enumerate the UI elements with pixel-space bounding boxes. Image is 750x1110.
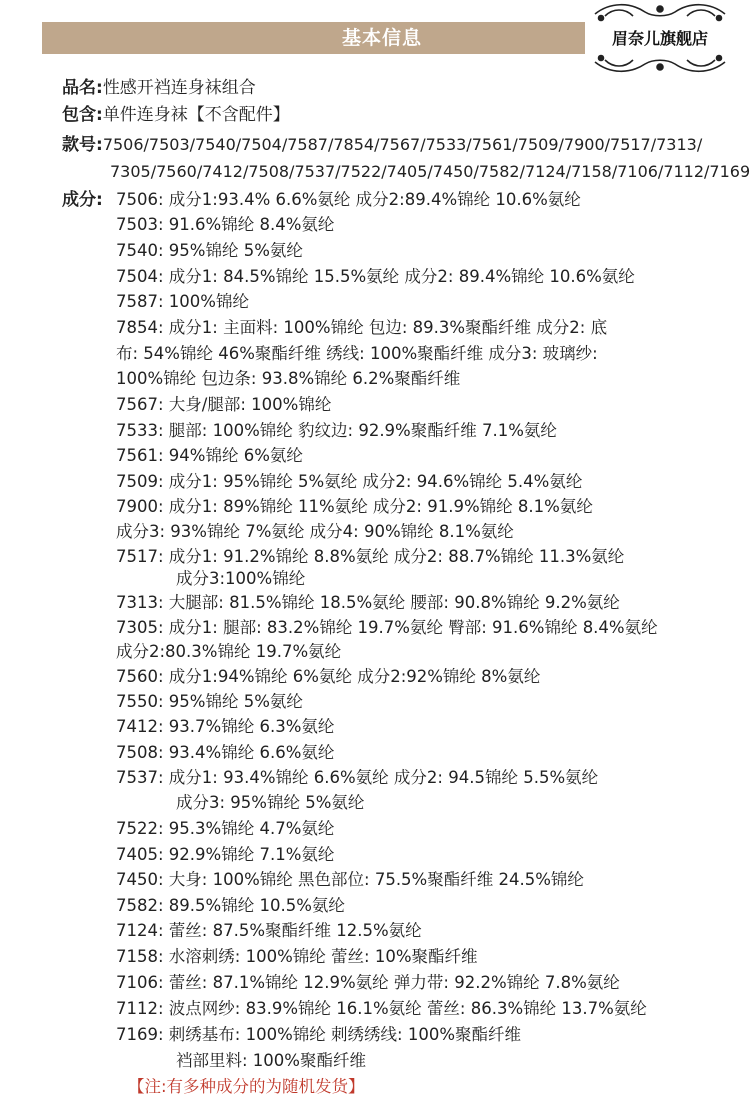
models-row bbox=[62, 134, 702, 156]
composition-line: 成分2:80.3%锦纶 19.7%氨纶 bbox=[116, 642, 342, 661]
composition-line: 100%锦纶 包边条: 93.8%锦纶 6.2%聚酯纤维 bbox=[116, 369, 461, 388]
composition-line: 7522: 95.3%锦纶 4.7%氨纶 bbox=[116, 819, 335, 838]
contains-value: 单件连身袜【不含配件】 bbox=[102, 105, 290, 125]
composition-line: 7112: 波点网纱: 83.9%锦纶 16.1%氨纶 蕾丝: 86.3%锦纶 13.7%氨纶 bbox=[116, 999, 647, 1018]
models-line-1: 7506/7503/7540/7504/7587/7854/7567/7533/7561/7509/7900/7517/7313/ bbox=[102, 135, 703, 154]
composition-line: 7450: 大身: 100%锦纶 黑色部位: 75.5%聚酯纤维 24.5%锦纶 bbox=[116, 870, 584, 889]
models-label: 款号: bbox=[62, 135, 103, 155]
composition-line: 7504: 成分1: 84.5%锦纶 15.5%氨纶 成分2: 89.4%锦纶 10.6%氨纶 bbox=[116, 267, 635, 286]
composition-line: 7412: 93.7%锦纶 6.3%氨纶 bbox=[116, 717, 335, 736]
composition-line: 7509: 成分1: 95%锦纶 5%氨纶 成分2: 94.6%锦纶 5.4%氨纶 bbox=[116, 472, 583, 491]
composition-line: 裆部里料: 100%聚酯纤维 bbox=[176, 1051, 366, 1070]
composition-line: 7508: 93.4%锦纶 6.6%氨纶 bbox=[116, 743, 335, 762]
composition-line: 7560: 成分1:94%锦纶 6%氨纶 成分2:92%锦纶 8%氨纶 bbox=[116, 667, 541, 686]
composition-line: 7550: 95%锦纶 5%氨纶 bbox=[116, 692, 303, 711]
composition-line: 7305: 成分1: 腿部: 83.2%锦纶 19.7%氨纶 臀部: 91.6%锦纶 8.4%氨纶 bbox=[116, 618, 658, 637]
composition-line: 7124: 蕾丝: 87.5%聚酯纤维 12.5%氨纶 bbox=[116, 921, 422, 940]
composition-line: 7537: 成分1: 93.4%锦纶 6.6%氨纶 成分2: 94.5锦纶 5.5%氨纶 bbox=[116, 768, 599, 787]
composition-line: 7854: 成分1: 主面料: 100%锦纶 包边: 89.3%聚酯纤维 成分2: 底 bbox=[116, 318, 608, 337]
composition-line: 7561: 94%锦纶 6%氨纶 bbox=[116, 446, 303, 465]
section-title: 基本信息 bbox=[341, 27, 422, 49]
composition-line: 7405: 92.9%锦纶 7.1%氨纶 bbox=[116, 845, 335, 864]
composition-line: 7106: 蕾丝: 87.1%锦纶 12.9%氨纶 弹力带: 92.2%锦纶 7.8%氨纶 bbox=[116, 973, 620, 992]
composition-line: 成分3: 93%锦纶 7%氨纶 成分4: 90%锦纶 8.1%氨纶 bbox=[116, 522, 514, 541]
shipping-note: 【注:有多种成分的为随机发货】 bbox=[128, 1077, 365, 1096]
product-name-value: 性感开裆连身袜组合 bbox=[102, 78, 256, 98]
composition-line: 7158: 水溶刺绣: 100%锦纶 蕾丝: 10%聚酯纤维 bbox=[116, 947, 478, 966]
brand-name: 眉奈儿旗舰店 bbox=[611, 29, 708, 48]
composition-line: 布: 54%锦纶 46%聚酯纤维 绣线: 100%聚酯纤维 成分3: 玻璃纱: bbox=[116, 344, 598, 363]
composition-line: 7313: 大腿部: 81.5%锦纶 18.5%氨纶 腰部: 90.8%锦纶 9.2%氨纶 bbox=[116, 593, 620, 612]
composition-label: 成分: bbox=[62, 190, 103, 210]
product-name-row bbox=[62, 77, 256, 99]
composition-line: 成分3:100%锦纶 bbox=[176, 569, 306, 588]
models-line-2: 7305/7560/7412/7508/7537/7522/7405/7450/7582/7124/7158/7106/7112/7169 bbox=[110, 162, 750, 181]
composition-line: 7517: 成分1: 91.2%锦纶 8.8%氨纶 成分2: 88.7%锦纶 11.3%氨纶 bbox=[116, 547, 625, 566]
contains-label: 包含: bbox=[62, 105, 103, 125]
brand-badge bbox=[585, 0, 735, 76]
composition-line: 7567: 大身/腿部: 100%锦纶 bbox=[116, 395, 332, 414]
composition-line: 7900: 成分1: 89%锦纶 11%氨纶 成分2: 91.9%锦纶 8.1%氨纶 bbox=[116, 497, 593, 516]
composition-line: 7503: 91.6%锦纶 8.4%氨纶 bbox=[116, 215, 335, 234]
composition-label-row bbox=[62, 189, 103, 211]
contains-row bbox=[62, 104, 290, 126]
composition-line: 7533: 腿部: 100%锦纶 豹纹边: 92.9%聚酯纤维 7.1%氨纶 bbox=[116, 421, 557, 440]
composition-line: 7582: 89.5%锦纶 10.5%氨纶 bbox=[116, 896, 345, 915]
composition-line: 7587: 100%锦纶 bbox=[116, 292, 249, 311]
composition-line: 成分3: 95%锦纶 5%氨纶 bbox=[176, 793, 365, 812]
composition-line: 7540: 95%锦纶 5%氨纶 bbox=[116, 241, 303, 260]
product-name-label: 品名: bbox=[62, 78, 103, 98]
composition-line: 7169: 刺绣基布: 100%锦纶 刺绣绣线: 100%聚酯纤维 bbox=[116, 1025, 521, 1044]
composition-line: 7506: 成分1:93.4% 6.6%氨纶 成分2:89.4%锦纶 10.6%氨纶 bbox=[116, 190, 581, 209]
